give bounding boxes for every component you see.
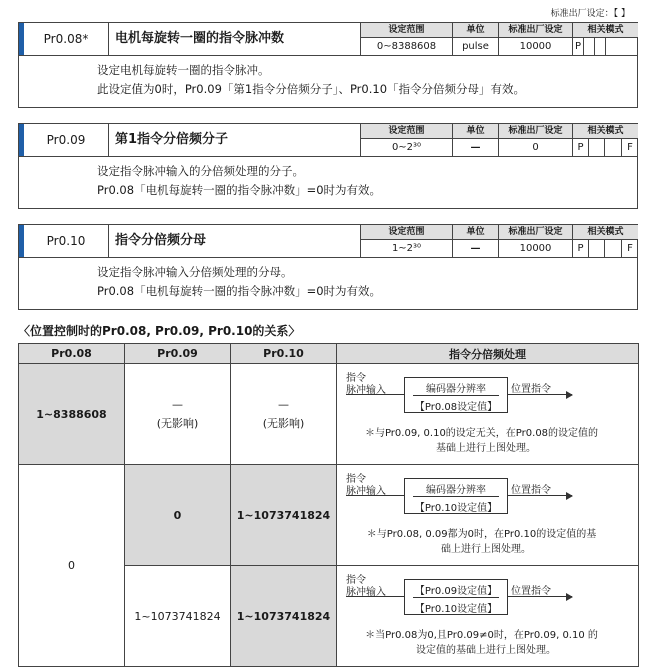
header-default: 标准出厂设定 bbox=[498, 124, 572, 139]
mode-t bbox=[604, 240, 621, 257]
process-note bbox=[344, 527, 619, 557]
numerator: 编码器分辨率 bbox=[426, 485, 486, 496]
header-range: 设定范围 bbox=[361, 124, 452, 139]
param-code: Pr0.08* bbox=[24, 23, 109, 55]
col-header-pr0-08: Pr0.08 bbox=[19, 344, 125, 364]
cell-pr0-08: 1~8388608 bbox=[19, 364, 125, 465]
process-diagram bbox=[337, 566, 638, 666]
cell-process bbox=[337, 465, 639, 566]
cmd-label: 指令 bbox=[346, 373, 366, 384]
table-row bbox=[19, 364, 639, 465]
param-code: Pr0.09 bbox=[24, 124, 109, 156]
note-line2: 设定值的基础上进行上图处理。 bbox=[416, 645, 556, 656]
divider-box bbox=[404, 478, 508, 514]
header-unit: 单位 bbox=[452, 23, 498, 38]
pos-cmd-label: 位置指令 bbox=[511, 485, 551, 496]
param-code: Pr0.10 bbox=[24, 225, 109, 257]
mode-p: P bbox=[572, 38, 583, 55]
default-value: 0 bbox=[498, 139, 572, 156]
cell-pr0-09 bbox=[125, 364, 231, 465]
mode-s bbox=[588, 240, 604, 257]
header-unit: 单位 bbox=[452, 225, 498, 240]
no-effect-note: (无影响) bbox=[262, 416, 305, 430]
header-default: 标准出厂设定 bbox=[498, 23, 572, 38]
note-line1: ＊当Pr0.08为0,且Pr0.09≠0时，在Pr0.09, 0.10 的 bbox=[365, 630, 598, 641]
input-line bbox=[346, 394, 404, 395]
pulse-in-label: 脉冲输入 bbox=[346, 385, 386, 396]
param-desc-line2: 此设定值为0时，Pr0.09「第1指令分倍频分子」、Pr0.10「指令分倍频分母」有效。 bbox=[97, 82, 526, 96]
process-diagram bbox=[337, 465, 638, 565]
mode-p: P bbox=[572, 139, 588, 156]
pulse-in-label: 脉冲输入 bbox=[346, 587, 386, 598]
param-desc-line2: Pr0.08「电机每旋转一圈的指令脉冲数」=0时为有效。 bbox=[97, 183, 382, 197]
param-name: 第1指令分倍频分子 bbox=[115, 132, 229, 147]
header-mode: 相关模式 bbox=[572, 124, 638, 139]
fraction-line bbox=[413, 395, 499, 396]
process-note bbox=[344, 426, 619, 456]
denominator: 【Pr0.08设定值】 bbox=[414, 402, 498, 413]
mode-f: F bbox=[621, 139, 638, 156]
mode-t bbox=[604, 139, 621, 156]
header-default: 标准出厂设定 bbox=[498, 225, 572, 240]
mode-t bbox=[594, 38, 605, 55]
header-mode: 相关模式 bbox=[572, 225, 638, 240]
fraction-line bbox=[413, 597, 499, 598]
pos-cmd-label: 位置指令 bbox=[511, 384, 551, 395]
param-desc-line1: 设定电机每旋转一圈的指令脉冲。 bbox=[97, 63, 270, 77]
range-value: 0~8388608 bbox=[376, 41, 437, 52]
note-line1: ＊与Pr0.09, 0.10的设定无关，在Pr0.08的设定值的 bbox=[364, 428, 599, 439]
divider-box bbox=[404, 579, 508, 615]
param-name: 电机每旋转一圈的指令脉冲数 bbox=[115, 31, 285, 46]
relation-table bbox=[18, 343, 639, 667]
fraction-line bbox=[413, 496, 499, 497]
param-block-pr0-08 bbox=[18, 22, 638, 108]
unit-value: — bbox=[452, 139, 498, 156]
note-line1: ＊与Pr0.08, 0.09都为0时，在Pr0.10的设定值的基 bbox=[366, 529, 597, 540]
header-mode: 相关模式 bbox=[572, 23, 638, 38]
cell-pr0-10 bbox=[231, 364, 337, 465]
param-desc-line2: Pr0.08「电机每旋转一圈的指令脉冲数」=0时为有效。 bbox=[97, 284, 382, 298]
param-block-pr0-10 bbox=[18, 224, 638, 310]
pos-cmd-label: 位置指令 bbox=[511, 586, 551, 597]
default-value: 10000 bbox=[498, 38, 572, 55]
header-range: 设定范围 bbox=[361, 225, 452, 240]
pulse-in-label: 脉冲输入 bbox=[346, 486, 386, 497]
cell-process bbox=[337, 566, 639, 667]
header-unit: 单位 bbox=[452, 124, 498, 139]
input-line bbox=[346, 596, 404, 597]
range-value: 1~2³⁰ bbox=[391, 243, 422, 254]
col-header-process: 指令分倍频处理 bbox=[337, 344, 639, 364]
param-desc-line1: 设定指令脉冲输入分倍频处理的分母。 bbox=[97, 265, 293, 279]
relation-section-title: 〈位置控制时的Pr0.08, Pr0.09, Pr0.10的关系〉 bbox=[18, 324, 301, 338]
cell-process bbox=[337, 364, 639, 465]
dash: — bbox=[172, 397, 183, 411]
param-block-pr0-09 bbox=[18, 123, 638, 209]
unit-value: — bbox=[452, 240, 498, 257]
cmd-label: 指令 bbox=[346, 474, 366, 485]
param-desc-line1: 设定指令脉冲输入的分倍频处理的分子。 bbox=[97, 164, 304, 178]
unit-value: pulse bbox=[452, 38, 498, 55]
dash: — bbox=[278, 397, 289, 411]
default-value: 10000 bbox=[498, 240, 572, 257]
mode-f: F bbox=[621, 240, 638, 257]
denominator: 【Pr0.10设定值】 bbox=[414, 503, 498, 514]
numerator: 编码器分辨率 bbox=[426, 384, 486, 395]
denominator: 【Pr0.10设定值】 bbox=[414, 604, 498, 615]
cell-pr0-09: 0 bbox=[125, 465, 231, 566]
mode-f bbox=[605, 38, 638, 55]
input-line bbox=[346, 495, 404, 496]
cell-pr0-08: 0 bbox=[19, 465, 125, 667]
col-header-pr0-09: Pr0.09 bbox=[125, 344, 231, 364]
divider-box bbox=[404, 377, 508, 413]
param-name: 指令分倍频分母 bbox=[115, 233, 207, 248]
table-row bbox=[19, 465, 639, 566]
note-line2: 基础上进行上图处理。 bbox=[436, 443, 536, 454]
note-line2: 础上进行上图处理。 bbox=[441, 544, 531, 555]
mode-s bbox=[583, 38, 594, 55]
range-value: 0~2³⁰ bbox=[391, 142, 422, 153]
col-header-pr0-10: Pr0.10 bbox=[231, 344, 337, 364]
cell-pr0-10: 1~1073741824 bbox=[231, 566, 337, 667]
mode-s bbox=[588, 139, 604, 156]
cell-pr0-09: 1~1073741824 bbox=[125, 566, 231, 667]
cell-pr0-10: 1~1073741824 bbox=[231, 465, 337, 566]
mode-p: P bbox=[572, 240, 588, 257]
cmd-label: 指令 bbox=[346, 575, 366, 586]
header-range: 设定范围 bbox=[361, 23, 452, 38]
numerator: 【Pr0.09设定值】 bbox=[414, 586, 498, 597]
no-effect-note: (无影响) bbox=[156, 416, 199, 430]
process-diagram bbox=[337, 364, 638, 464]
process-note bbox=[344, 628, 619, 658]
default-setting-legend: 标准出厂设定：【 】 bbox=[550, 9, 630, 19]
